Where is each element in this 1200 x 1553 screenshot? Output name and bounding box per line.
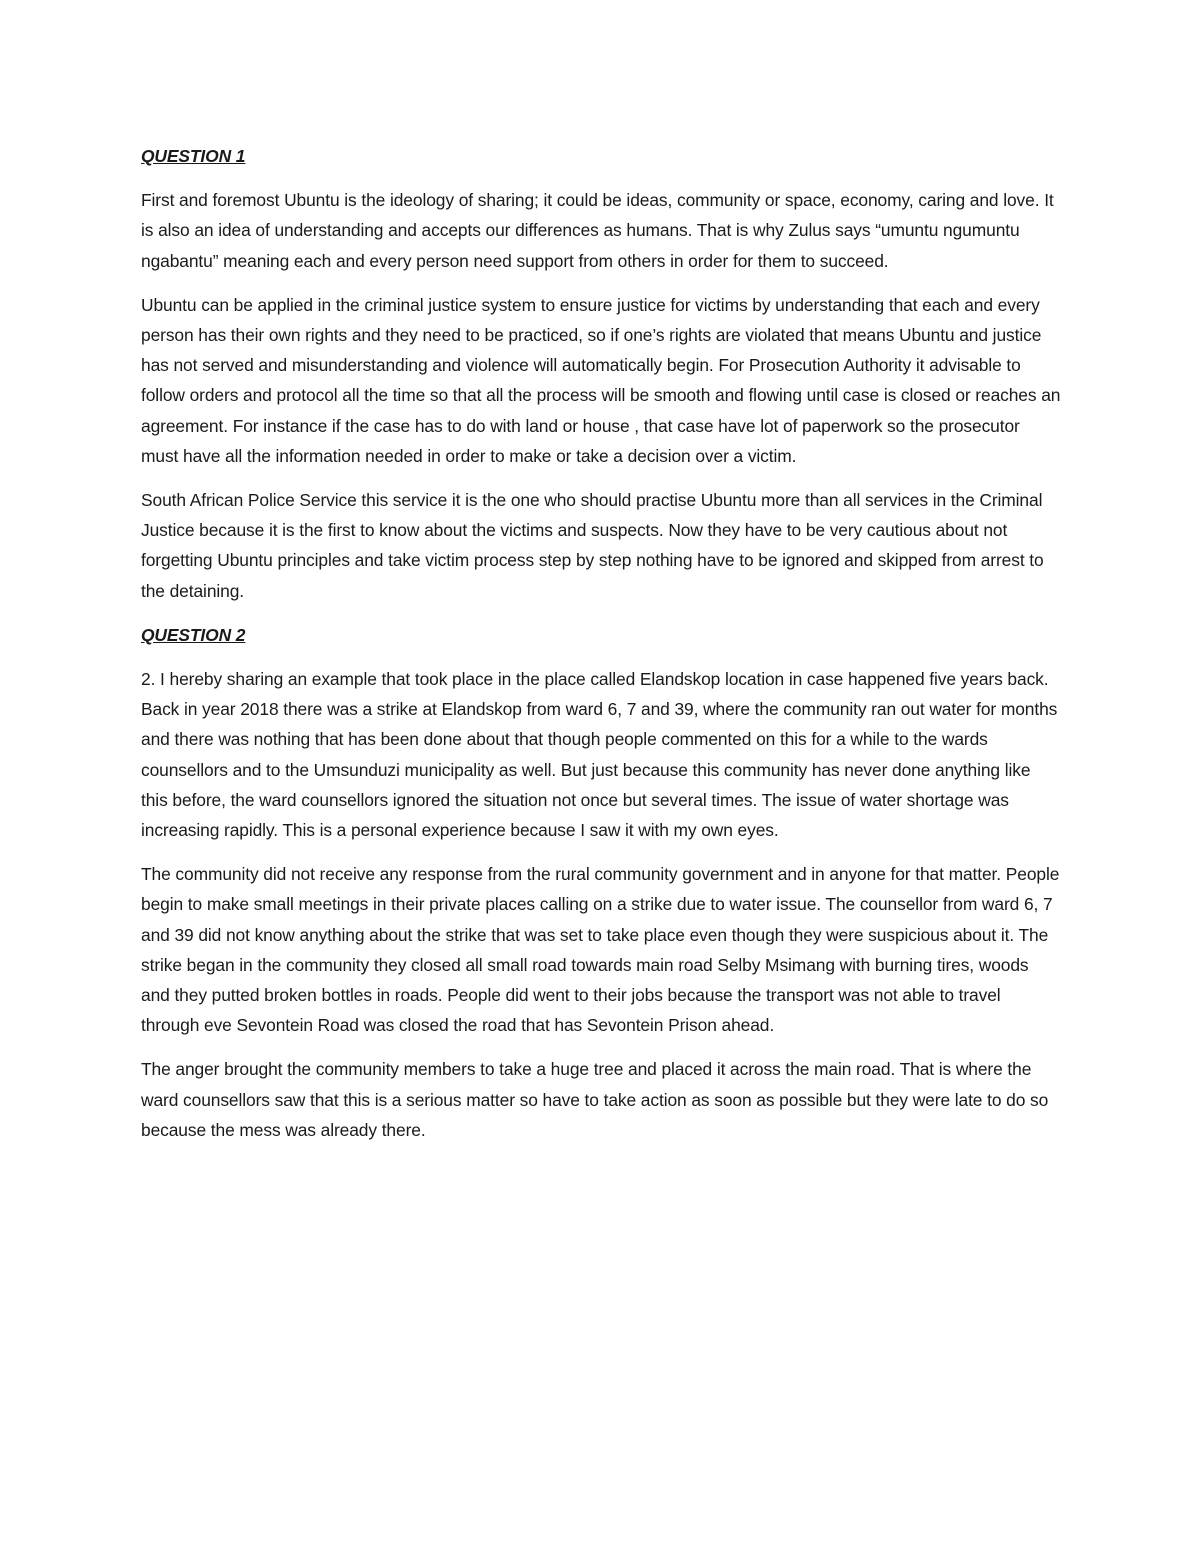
question-1-paragraph-2: Ubuntu can be applied in the criminal justice system to ensure justice for victims by understanding that each and every person has their own rights and they need to be practiced, so if one’s rights are violated that means Ubuntu and justice has not served and misunderstanding and violence will automatically begin. For Prosecution Authority it advisable to follow orders and protocol all the time so that all the process will be smooth and flowing until case is closed or reaches an agreement. For instance if the case has to do with land or house , that case have lot of paperwork so the prosecutor must have all the information needed in order to make or take a decision over a victim. (141, 294, 1061, 466)
question-1-heading: QUESTION 1 (141, 146, 246, 166)
question-1-paragraph-3: South African Police Service this service it is the one who should practise Ubuntu more than all services in the Criminal Justice because it is the first to know about the victims and suspects. Now they have to be very cautious about not forgetting Ubuntu principles and take victim process step by step nothing have to be ignored and skipped from arrest to the detaining. (141, 490, 1044, 601)
question-2-paragraph-1: 2. I hereby sharing an example that took place in the place called Elandskop location in case happened five years back. Back in year 2018 there was a strike at Elandskop from ward 6, 7 and 39, where the community ran out water for months and there was nothing that has been done about that though people commented on this for a while to the wards counsellors and to the Umsunduzi municipality as well. But just because this community has never done anything like this before, the ward counsellors ignored the situation not once but several times. The issue of water shortage was increasing rapidly. This is a personal experience because I saw it with my own eyes. (141, 669, 1058, 841)
question-2-paragraph-3: The anger brought the community members to take a huge tree and placed it across the main road. That is where the ward counsellors saw that this is a serious matter so have to take action as soon as possible but they were late to do so because the mess was already there. (141, 1059, 1049, 1140)
document-body (141, 141, 1061, 1159)
question-2-paragraph-2: The community did not receive any response from the rural community government and in anyone for that matter. People begin to make small meetings in their private places calling on a strike due to water issue. The counsellor from ward 6, 7 and 39 did not know anything about the strike that was set to take place even though they were suspicious about it. The strike began in the community they closed all small road towards main road Selby Msimang with burning tires, woods and they putted broken bottles in roads. People did went to their jobs because the transport was not able to travel through eve Sevontein Road was closed the road that has Sevontein Prison ahead. (141, 864, 1060, 1036)
question-1-paragraph-1: First and foremost Ubuntu is the ideology of sharing; it could be ideas, community or space, economy, caring and love. It is also an idea of understanding and accepts our differences as humans. That is why Zulus says “umuntu ngumuntu ngabantu” meaning each and every person need support from others in order for them to succeed. (141, 190, 1054, 271)
question-2-heading: QUESTION 2 (141, 624, 246, 645)
